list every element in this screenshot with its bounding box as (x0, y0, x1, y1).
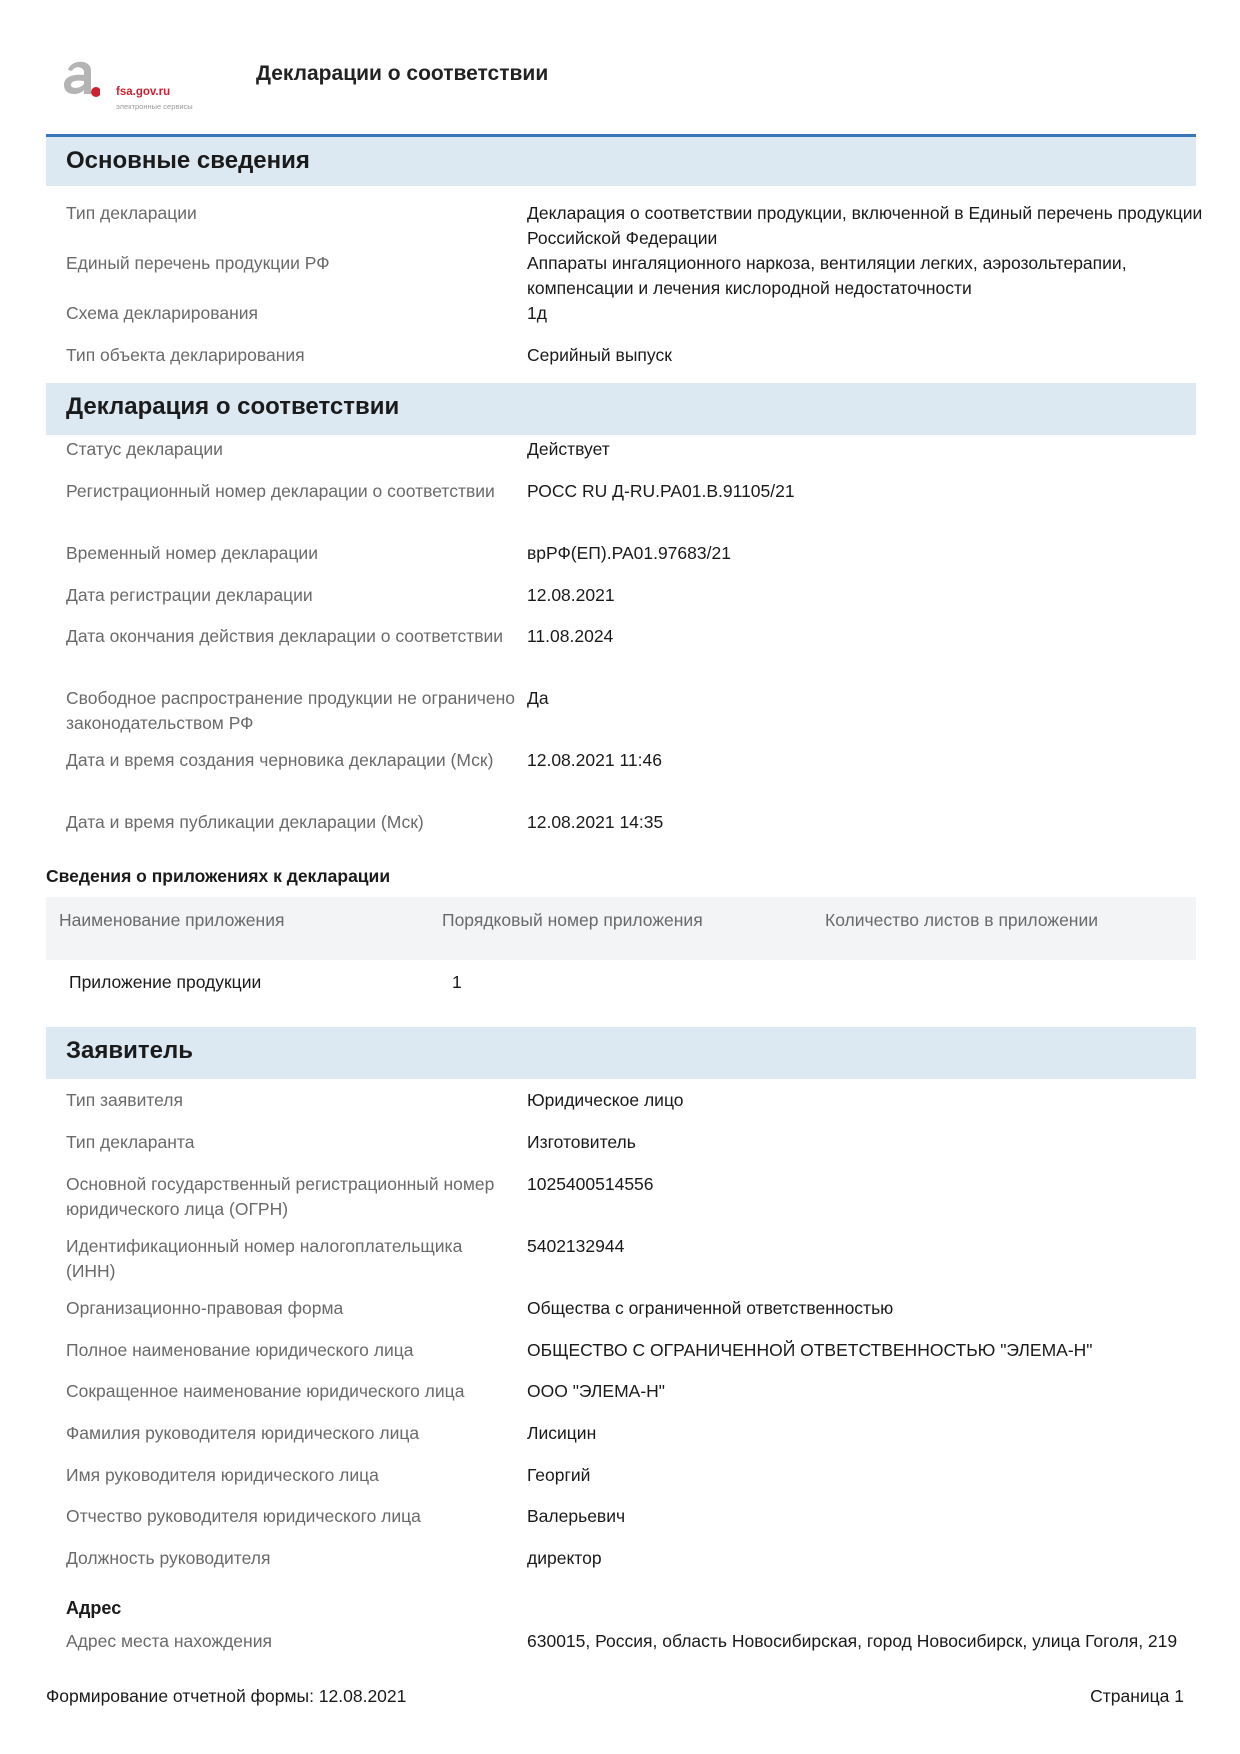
field-label: Адрес места нахождения (66, 1631, 272, 1651)
field-value: 12.08.2021 (527, 585, 615, 605)
field-label: Свободное распространение продукции не ограничено законодательством РФ (66, 688, 516, 733)
field-value: Изготовитель (527, 1132, 636, 1152)
field-value: Аппараты ингаляционного наркоза, вентиляции легких, аэрозольтерапии, компенсации и лечения кислородной недостаточности (527, 253, 1127, 298)
field-value: Декларация о соответствии продукции, включенной в Единый перечень продукции Российской Федерации (527, 203, 1203, 248)
logo-subtitle: электронные сервисы (116, 102, 193, 111)
field-value: 12.08.2021 14:35 (527, 812, 664, 832)
section-applicant (46, 1027, 1196, 1079)
column-header: Наименование приложения (59, 910, 285, 930)
field-value: врРФ(ЕП).PA01.97683/21 (527, 543, 731, 563)
section-title: Декларация о соответствии (66, 393, 400, 420)
field-value: директор (527, 1548, 602, 1568)
field-value: Да (527, 688, 549, 708)
field-label: Тип объекта декларирования (66, 345, 305, 365)
field-value: 5402132944 (527, 1236, 625, 1256)
attachment-name: Приложение продукции (69, 972, 262, 992)
field-value: Лисицин (527, 1423, 597, 1443)
field-value: Георгий (527, 1465, 591, 1485)
section-title: Основные сведения (66, 147, 310, 174)
section-basic-info (46, 134, 1196, 186)
column-header: Порядковый номер приложения (442, 910, 703, 930)
field-label: Идентификационный номер налогоплательщика (ИНН) (66, 1236, 463, 1281)
field-label: Сокращенное наименование юридического лица (66, 1381, 465, 1401)
field-label: Тип декларанта (66, 1132, 195, 1152)
section-declaration (46, 383, 1196, 435)
field-value: ОБЩЕСТВО С ОГРАНИЧЕННОЙ ОТВЕТСТВЕННОСТЬЮ "ЭЛЕМА-Н" (527, 1340, 1093, 1360)
field-value: РОСС RU Д-RU.PA01.B.91105/21 (527, 481, 795, 501)
field-label: Дата регистрации декларации (66, 585, 313, 605)
field-label: Тип декларации (66, 203, 197, 223)
table-row (46, 972, 1196, 1002)
fsa-logo (60, 56, 220, 114)
field-label: Схема декларирования (66, 303, 259, 323)
field-label: Единый перечень продукции РФ (66, 253, 330, 273)
field-label: Дата и время публикации декларации (Мск) (66, 812, 424, 832)
field-label: Полное наименование юридического лица (66, 1340, 414, 1360)
page-number: Страница 1 (1090, 1686, 1184, 1706)
field-label: Дата и время создания черновика декларации (Мск) (66, 750, 494, 770)
field-value: Действует (527, 439, 610, 459)
field-label: Организационно-правовая форма (66, 1298, 344, 1318)
field-value: 1д (527, 303, 547, 323)
section-title: Заявитель (66, 1037, 193, 1064)
address-heading: Адрес (66, 1598, 122, 1618)
field-value: 630015, Россия, область Новосибирская, город Новосибирск, улица Гоголя, 219 (527, 1631, 1178, 1651)
report-generated-date: Формирование отчетной формы: 12.08.2021 (46, 1686, 407, 1706)
field-label: Статус декларации (66, 439, 223, 459)
field-label: Тип заявителя (66, 1090, 183, 1110)
field-label: Фамилия руководителя юридического лица (66, 1423, 420, 1443)
field-label: Дата окончания действия декларации о соответствии (66, 626, 504, 646)
attachment-number: 1 (452, 972, 462, 992)
field-label: Основной государственный регистрационный номер юридического лица (ОГРН) (66, 1174, 495, 1219)
field-value: ООО "ЭЛЕМА-Н" (527, 1381, 665, 1401)
field-label: Отчество руководителя юридического лица (66, 1506, 421, 1526)
field-value: Серийный выпуск (527, 345, 672, 365)
column-header: Количество листов в приложении (825, 910, 1099, 930)
field-value: 1025400514556 (527, 1174, 654, 1194)
attachments-heading: Сведения о приложениях к декларации (46, 866, 391, 886)
field-label: Имя руководителя юридического лица (66, 1465, 379, 1485)
attachments-table-header (46, 897, 1196, 960)
logo-text: fsa.gov.ru (116, 86, 171, 98)
page-title: Декларации о соответствии (256, 62, 549, 85)
field-label: Временный номер декларации (66, 543, 318, 563)
field-value: Юридическое лицо (527, 1090, 684, 1110)
field-value: Общества с ограниченной ответственностью (527, 1298, 894, 1318)
field-value: Валерьевич (527, 1506, 626, 1526)
field-label: Регистрационный номер декларации о соответствии (66, 481, 495, 501)
field-value: 12.08.2021 11:46 (527, 750, 662, 770)
field-label: Должность руководителя (66, 1548, 271, 1568)
fsa-logo-mark-icon (60, 56, 100, 100)
field-value: 11.08.2024 (527, 626, 614, 646)
